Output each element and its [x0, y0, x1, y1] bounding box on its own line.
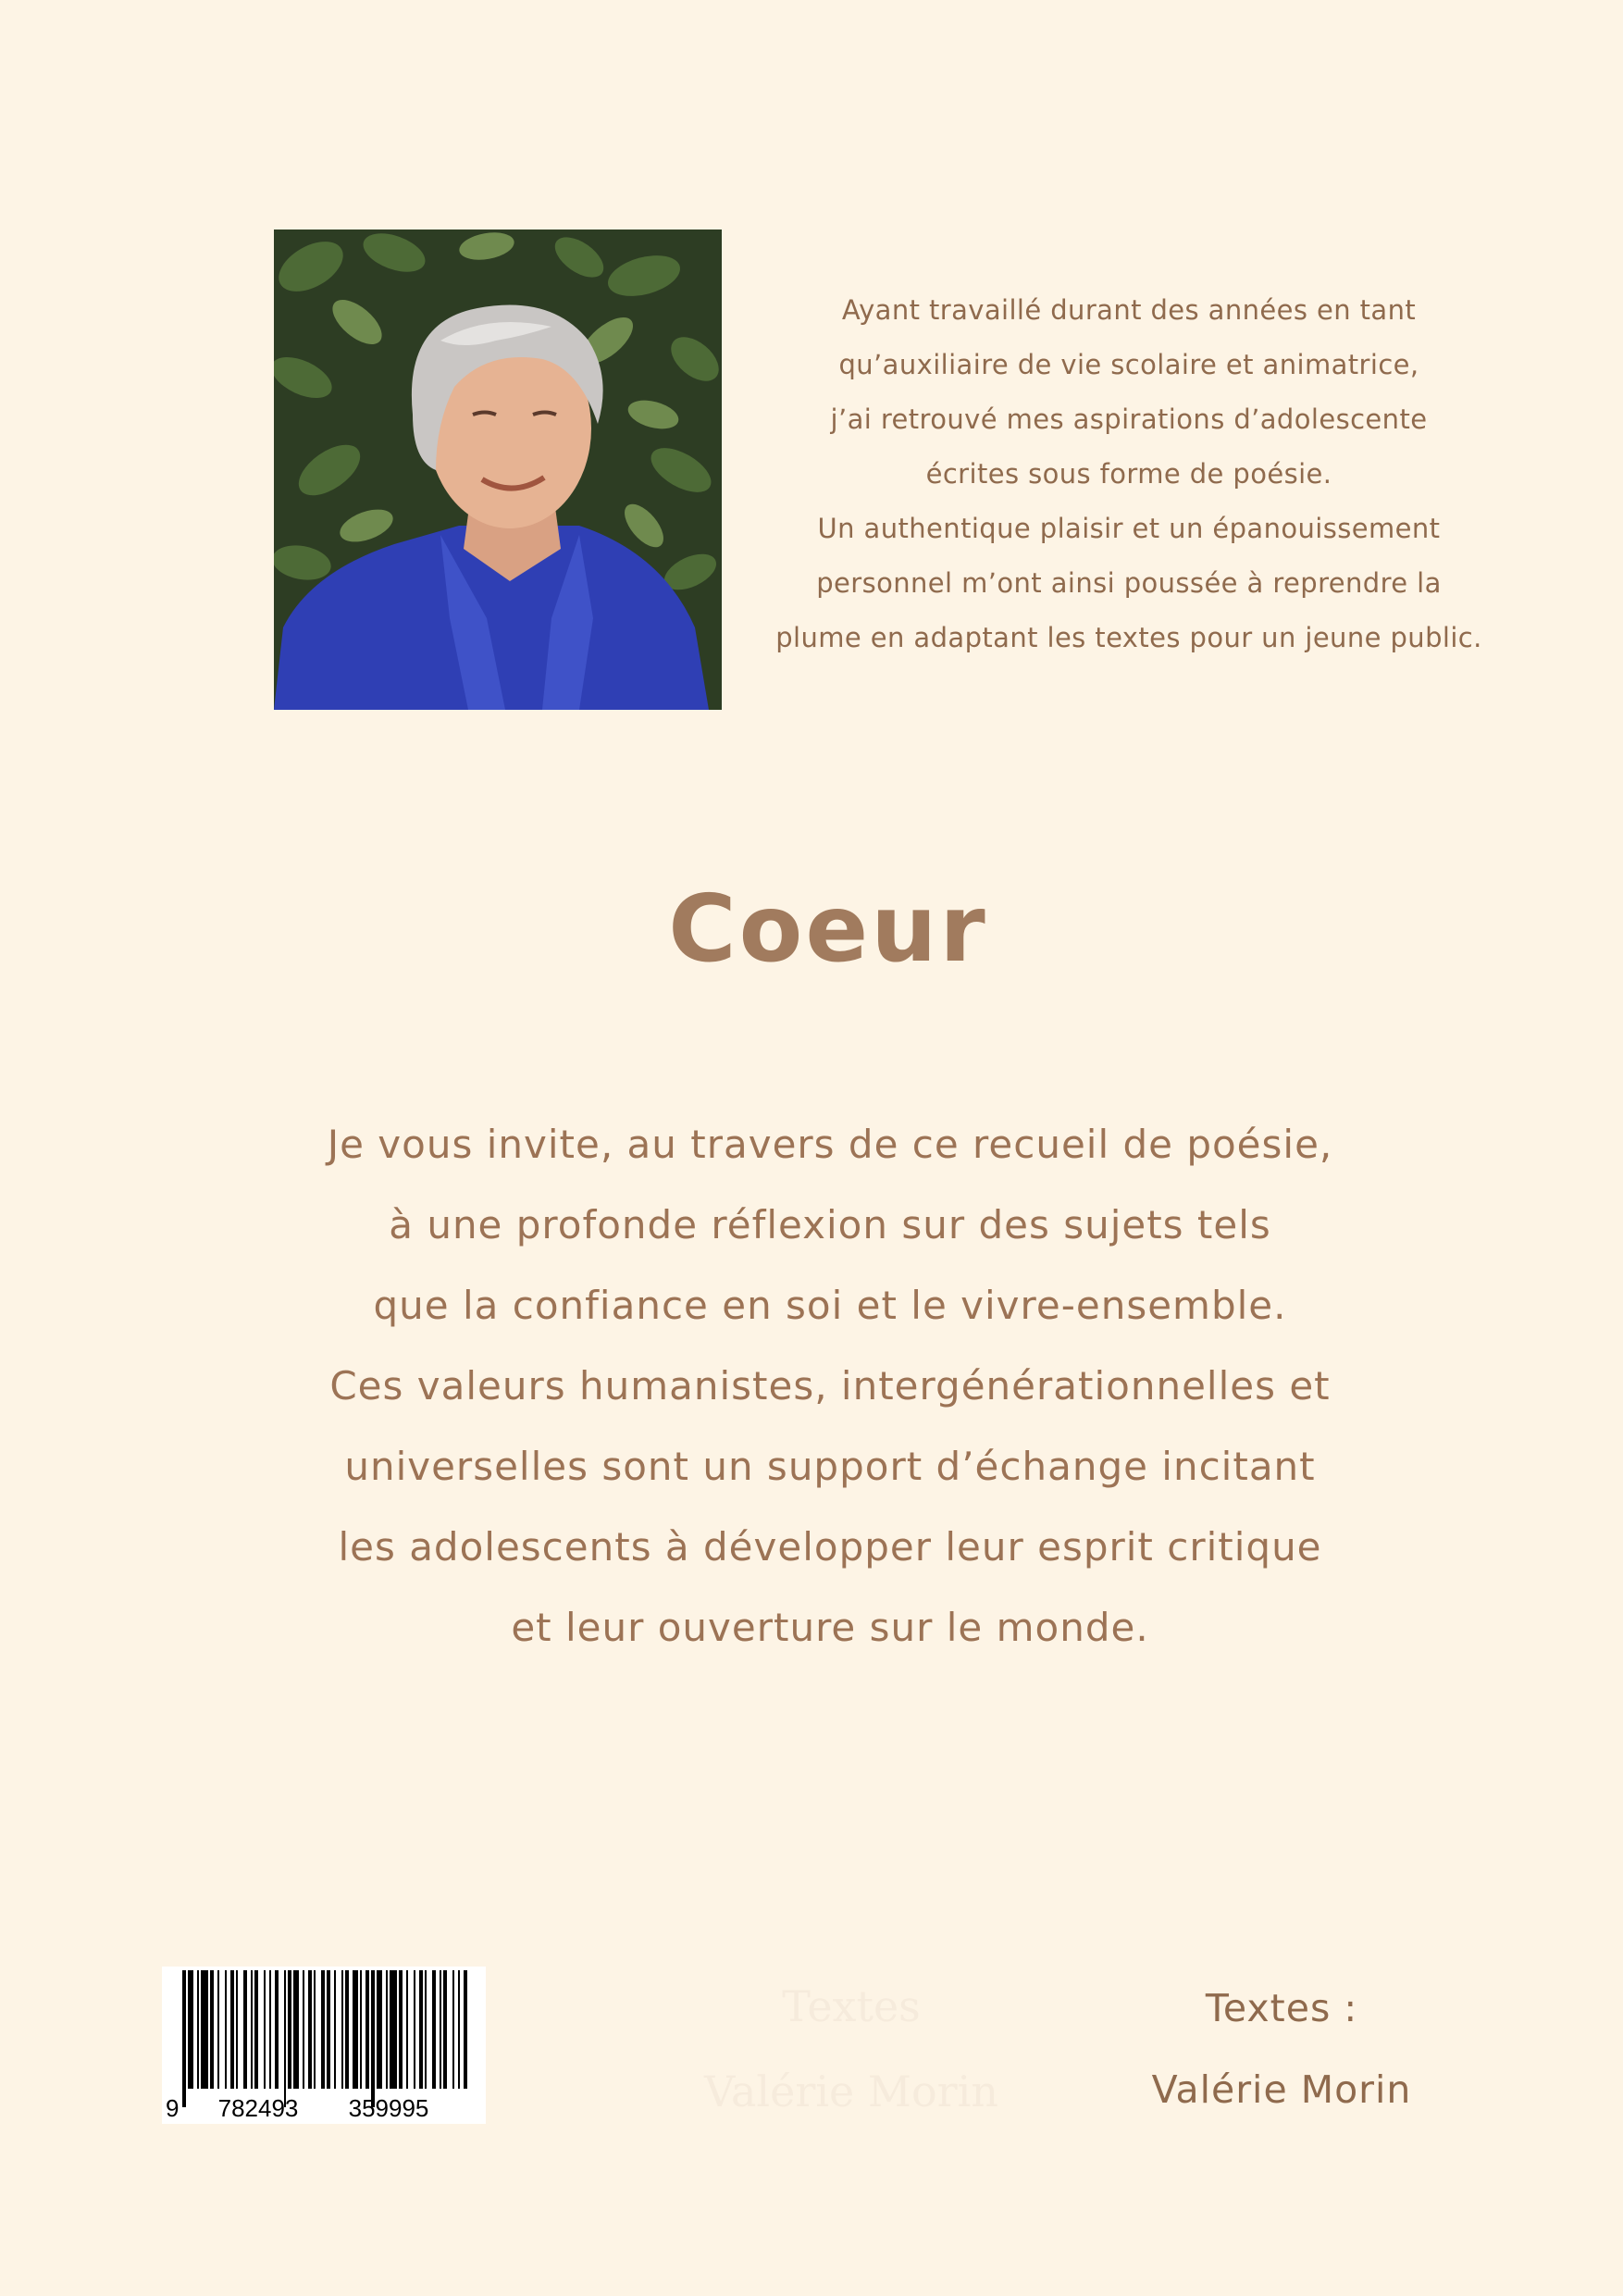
barcode-bar — [284, 1970, 286, 2107]
barcode-bar — [360, 1970, 362, 2089]
bio-line: écrites sous forme de poésie. — [925, 458, 1332, 490]
barcode-bar — [288, 1970, 291, 2089]
barcode-right-digits: 359995 — [348, 2094, 429, 2122]
barcode-bar — [303, 1970, 304, 2089]
barcode-bar — [321, 1970, 325, 2089]
barcode-bar — [419, 1970, 423, 2089]
barcode-bar — [399, 1970, 403, 2089]
bio-line: personnel m’ont ainsi poussée à reprendre la — [816, 567, 1442, 599]
barcode-bar — [197, 1970, 199, 2089]
bio-line: Ayant travaillé durant des années en tant — [841, 294, 1417, 326]
barcode-bar — [377, 1970, 382, 2089]
barcode-bar — [230, 1970, 234, 2089]
credits — [1073, 1967, 1490, 2130]
barcode-bar — [293, 1970, 299, 2089]
barcode-bar — [353, 1970, 358, 2089]
barcode-bar — [308, 1970, 312, 2089]
faded-line: Valérie Morin — [703, 2066, 999, 2116]
book-title: Coeur — [668, 875, 988, 983]
barcode-bar — [371, 1970, 375, 2107]
barcode-bar — [432, 1970, 436, 2089]
blurb-line: et leur ouverture sur le monde. — [511, 1605, 1149, 1650]
barcode-bar — [264, 1970, 266, 2089]
faded-background-text — [648, 1964, 1055, 2134]
barcode-bar — [254, 1970, 258, 2089]
barcode-bar — [269, 1970, 271, 2089]
barcode-bar — [334, 1970, 336, 2089]
barcode-left-digits: 782493 — [217, 2094, 299, 2122]
credits-label: Textes : — [1205, 1986, 1358, 2030]
barcode-bar — [182, 1970, 186, 2107]
barcode-bar — [464, 1970, 467, 2089]
barcode-bar — [390, 1970, 397, 2089]
barcode-first-digit: 9 — [166, 2094, 180, 2122]
blurb-line: universelles sont un support d’échange incitant — [344, 1444, 1316, 1489]
blurb-line: Je vous invite, au travers de ce recueil de poésie, — [327, 1122, 1333, 1167]
barcode-bar — [314, 1970, 316, 2089]
barcode-bar — [225, 1970, 227, 2089]
barcode-bar — [425, 1970, 427, 2089]
author-photo — [274, 230, 722, 710]
barcode-bar — [341, 1970, 343, 2089]
credits-author: Valérie Morin — [1151, 2067, 1412, 2112]
barcode-bar — [440, 1970, 441, 2089]
barcode-bar — [217, 1970, 219, 2089]
barcode-bar — [414, 1970, 415, 2089]
barcode-bar — [345, 1970, 349, 2089]
barcode-bar — [365, 1970, 369, 2089]
barcode-bar — [201, 1970, 208, 2089]
blurb-line: Ces valeurs humanistes, intergénérationnelles et — [329, 1363, 1331, 1409]
blurb-line: que la confiance en soi et le vivre-ensemble. — [373, 1283, 1287, 1328]
blurb-line: les adolescents à développer leur esprit critique — [338, 1524, 1322, 1570]
bio-line: qu’auxiliaire de vie scolaire et animatrice, — [838, 349, 1419, 380]
barcode-bar — [236, 1970, 238, 2089]
blurb-line: à une profonde réflexion sur des sujets tels — [389, 1202, 1271, 1247]
barcode-bar — [386, 1970, 388, 2089]
barcode-bar — [452, 1970, 454, 2089]
book-blurb — [0, 1104, 1623, 1668]
barcode-bar — [210, 1970, 214, 2089]
barcode-bar — [406, 1970, 408, 2089]
isbn-barcode — [162, 1967, 486, 2124]
barcode-bar — [458, 1970, 460, 2089]
faded-line: Textes — [782, 1981, 921, 2031]
barcode-bar — [188, 1970, 193, 2089]
bio-line: Un authentique plaisir et un épanouissement — [817, 513, 1441, 544]
barcode-bar — [443, 1970, 447, 2089]
barcode-bar — [251, 1970, 253, 2089]
author-bio — [740, 283, 1518, 665]
barcode-bar — [275, 1970, 279, 2089]
barcode-bar — [243, 1970, 247, 2089]
bio-line: j’ai retrouvé mes aspirations d’adolescente — [830, 403, 1428, 435]
bio-line: plume en adaptant les textes pour un jeune public. — [775, 622, 1482, 653]
barcode-bar — [327, 1970, 330, 2089]
